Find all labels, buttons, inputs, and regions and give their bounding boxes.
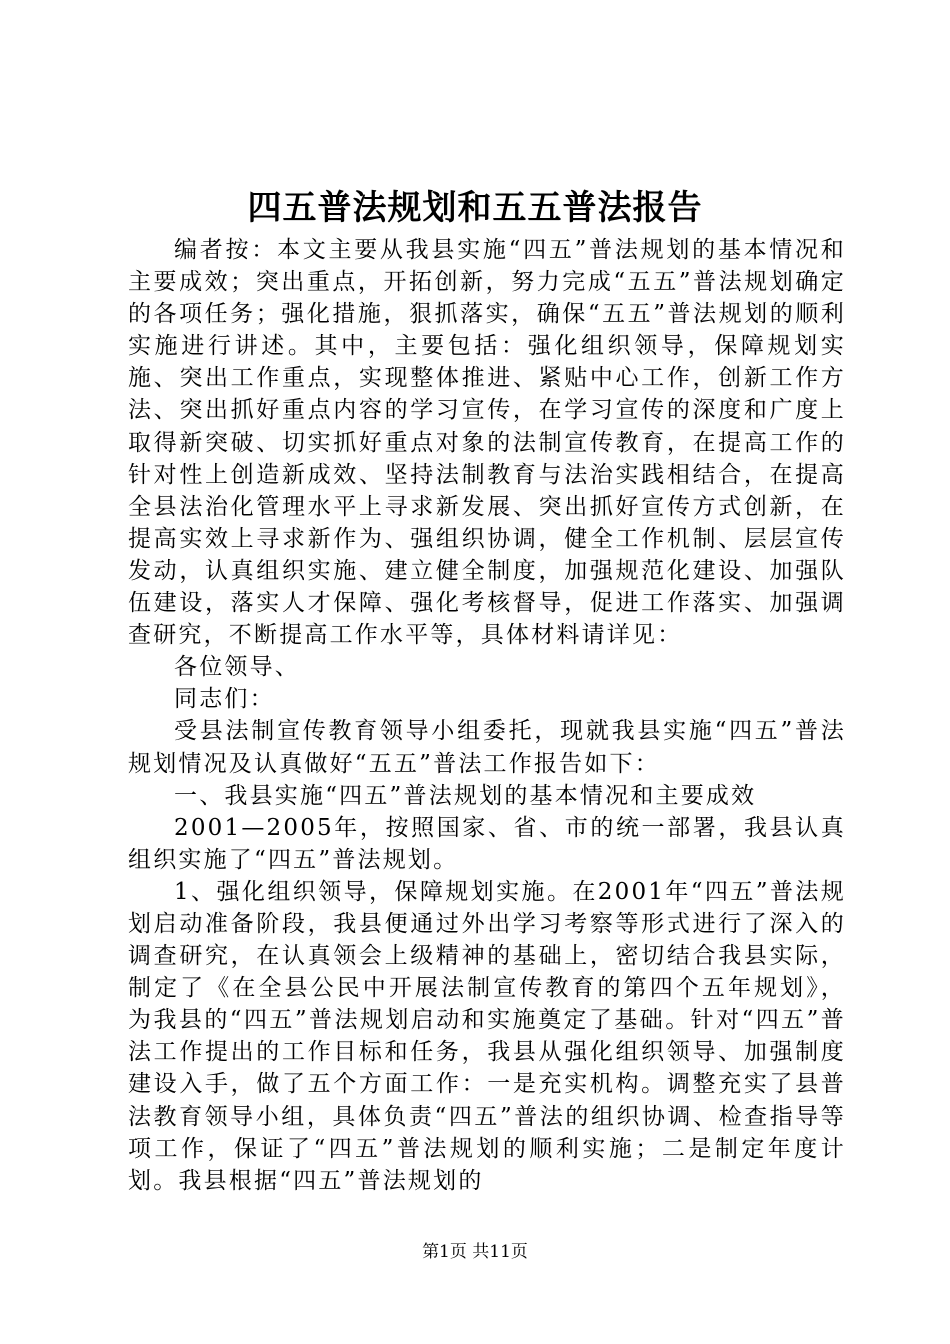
paragraph-editor-note: 编者按：本文主要从我县实施“四五”普法规划的基本情况和主要成效；突出重点，开拓创新，努力完成“五五”普法规划确定的各项任务；强化措施，狠抓落实，确保“五五”普法规划的顺利实施进行讲述。其中，主要包括：强化组织领导，保障规划实施、突出工作重点，实现整体推进、紧贴中心工作，创新工作方法、突出抓好重点内容的学习宣传，在学习宣传的深度和广度上取得新突破、切实抓好重点对象的法制宣传教育，在提高工作的针对性上创造新成效、坚持法制教育与法治实践相结合，在提高全县法治化管理水平上寻求新发展、突出抓好宣传方式创新，在提高实效上寻求新作为、强组织协调，健全工作机制、层层宣传发动，认真组织实施、建立健全制度，加强规范化建设、加强队伍建设，落实人才保障、强化考核督导，促进工作落实、加强调查研究，不断提高工作水平等，具体材料请详见： xyxy=(128,237,846,649)
paragraph-item-1: 1、强化组织领导，保障规划实施。在2001年“四五”普法规划启动准备阶段，我县便通过外出学习考察等形式进行了深入的调查研究，在认真领会上级精神的基础上，密切结合我县实际，制定了《在全县公民中开展法制宣传教育的第四个五年规划》，为我县的“四五”普法规划启动和实施奠定了基础。针对“四五”普法工作提出的工作目标和任务，我县从强化组织领导、加强制度建设入手，做了五个方面工作：一是充实机构。调整充实了县普法教育领导小组，具体负责“四五”普法的组织协调、检查指导等项工作，保证了“四五”普法规划的顺利实施；二是制定年度计划。我县根据“四五”普法规划的 xyxy=(128,878,846,1194)
section-heading-1: 一、我县实施“四五”普法规划的基本情况和主要成效 xyxy=(174,782,757,809)
page-number: 第1页 共11页 xyxy=(422,1242,528,1262)
document-title: 四五普法规划和五五普法报告 xyxy=(247,188,703,228)
paragraph-intro: 受县法制宣传教育领导小组委托，现就我县实施“四五”普法规划情况及认真做好“五五”普法工作报告如下： xyxy=(128,718,846,777)
paragraph-greeting-leaders: 各位领导、 xyxy=(174,654,300,681)
paragraph-greeting-comrades: 同志们： xyxy=(174,686,275,713)
document-body xyxy=(128,234,846,1197)
paragraph-overview: 2001—2005年，按照国家、省、市的统一部署，我县认真组织实施了“四五”普法规划。 xyxy=(128,814,846,873)
